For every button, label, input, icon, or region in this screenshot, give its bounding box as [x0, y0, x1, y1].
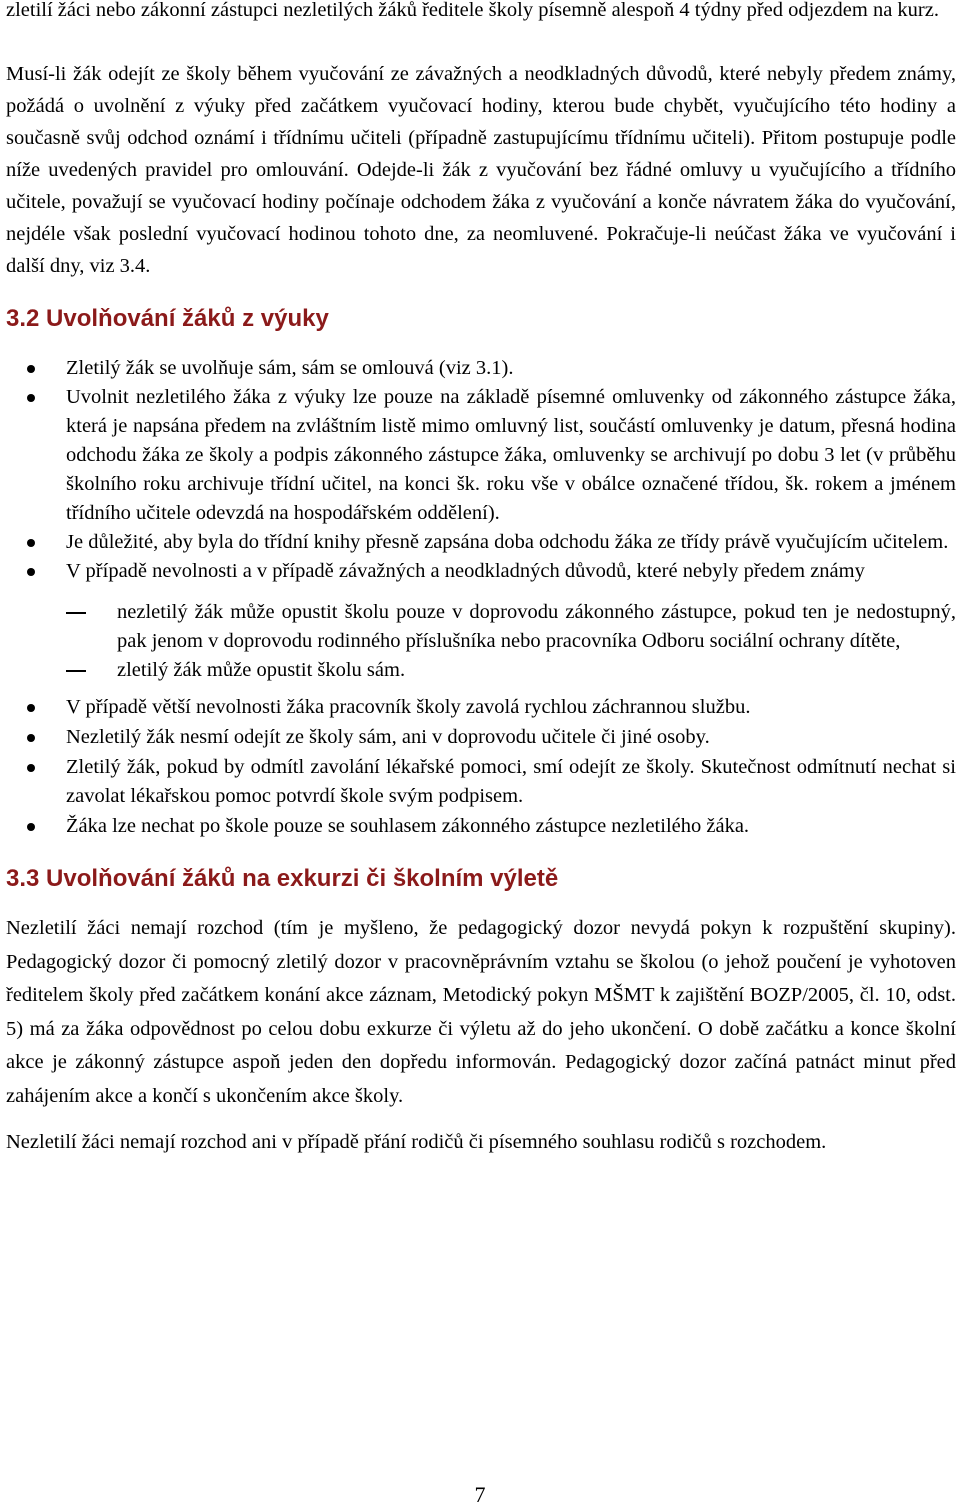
bullet-icon	[27, 823, 35, 831]
list-item-text: Nezletilý žák nesmí odejít ze školy sám, ani v doprovodu učitele či jiné osoby.	[66, 726, 710, 748]
dash-item-text: zletilý žák může opustit školu sám.	[117, 659, 406, 681]
bullet-icon	[27, 394, 35, 402]
dash-list-item	[0, 656, 960, 685]
section-heading-3-2: 3.2 Uvolňování žáků z výuky	[6, 305, 329, 332]
intro-paragraph: zletilí žáci nebo zákonní zástupci nezletilých žáků ředitele školy písemně alespoň 4 týdny před odjezdem na kurz.	[6, 0, 939, 21]
list-item	[0, 354, 960, 383]
list-item	[0, 753, 960, 811]
list-item	[0, 812, 960, 841]
list-item-text: V případě nevolnosti a v případě závažných a neodkladných důvodů, které nebyly předem známy	[66, 560, 865, 582]
list-item	[0, 383, 960, 528]
list-item-text: Uvolnit nezletilého žáka z výuky lze pouze na základě písemné omluvenky od zákonného zástupce žáka, která je napsána předem na zvláštním listě mimo omluvný list, součástí omluvenky je datum, přesná hodina odchodu žáka ze školy a podpis zákonného zástupce žáka, omluvenky se archivují po dobu 3 let (v průběhu školního roku archivuje třídní učitel, na konci šk. roku vše v obálce označené třídou, šk. rokem a jménem třídního učitele odevzdá na hospodářském oddělení).	[66, 386, 956, 524]
bullet-icon	[27, 734, 35, 742]
dash-list-3-2	[0, 598, 960, 685]
bullet-icon	[27, 568, 35, 576]
list-item	[0, 557, 960, 586]
bullet-icon	[27, 365, 35, 373]
dash-item-text: nezletilý žák může opustit školu pouze v doprovodu zákonného zástupce, pokud ten je nedostupný, pak jenom v doprovodu rodinného příslušníka nebo pracovníka Odboru sociální ochrany dítěte,	[117, 601, 956, 652]
bullet-icon	[27, 764, 35, 772]
list-item	[0, 723, 960, 752]
dash-list-item	[0, 598, 960, 656]
page-number: 7	[474, 1482, 486, 1507]
bullet-icon	[27, 704, 35, 712]
list-item-text: V případě větší nevolnosti žáka pracovník školy zavolá rychlou záchrannou službu.	[66, 696, 751, 718]
dash-icon	[66, 670, 86, 672]
list-item-text: Je důležité, aby byla do třídní knihy přesně zapsána doba odchodu žáka ze třídy právě vyučujícím učitelem.	[66, 531, 949, 553]
list-item-text: Zletilý žák se uvolňuje sám, sám se omlouvá (viz 3.1).	[66, 357, 514, 379]
list-item-text: Žáka lze nechat po škole pouze se souhlasem zákonného zástupce nezletilého žáka.	[66, 815, 750, 837]
list-item	[0, 528, 960, 557]
bullet-list-3-2-a	[0, 354, 960, 586]
section-heading-3-3: 3.3 Uvolňování žáků na exkurzi či školním výletě	[6, 865, 559, 892]
excursion-consent-paragraph: Nezletilí žáci nemají rozchod ani v případě přání rodičů či písemného souhlasu rodičů s rozchodem.	[6, 1131, 827, 1153]
leaving-school-paragraph: Musí-li žák odejít ze školy během vyučování ze závažných a neodkladných důvodů, které nebyly předem známy, požádá o uvolnění z výuky před začátkem vyučovací hodiny, kterou bude chybět, vyučujícího této hodiny a současně svůj odchod oznámí i třídnímu učiteli (případně zastupujícímu třídnímu učiteli). Přitom postupuje podle níže uvedených pravidel pro omlouvání. Odejde-li žák z vyučování bez řádné omluvy u vyučujícího a třídního učitele, považují se vyučovací hodiny počínaje odchodem žáka z vyučování a konče návratem žáka do vyučování, nejdéle však poslední vyučovací hodinou tohoto dne, za neomluvené. Pokračuje-li neúčast žáka ve vyučování i další dny, viz 3.4.	[6, 63, 956, 277]
excursion-paragraph: Nezletilí žáci nemají rozchod (tím je myšleno, že pedagogický dozor nevydá pokyn k rozpuštění skupiny). Pedagogický dozor či pomocný zletilý dozor v pracovněprávním vztahu se školou (o jehož poučení je vyhotoven ředitelem školy před začátkem konání akce záznam, Metodický pokyn MŠMT k zajištění BOZP/2005, čl. 10, odst. 5) má za žáka odpovědnost po celou dobu exkurze či výletu až do jeho ukončení. O době začátku a konce školní akce je zákonný zástupce aspoň jeden den dopředu informován. Pedagogický dozor začíná patnáct minut před zahájením akce a končí s ukončením akce školy.	[6, 917, 956, 1107]
dash-icon	[66, 612, 86, 614]
list-item	[0, 693, 960, 722]
bullet-icon	[27, 539, 35, 547]
list-item-text: Zletilý žák, pokud by odmítl zavolání lékařské pomoci, smí odejít ze školy. Skutečnost odmítnutí nechat si zavolat lékařskou pomoc potvrdí škole svým podpisem.	[66, 756, 956, 807]
bullet-list-3-2-b	[0, 693, 960, 841]
